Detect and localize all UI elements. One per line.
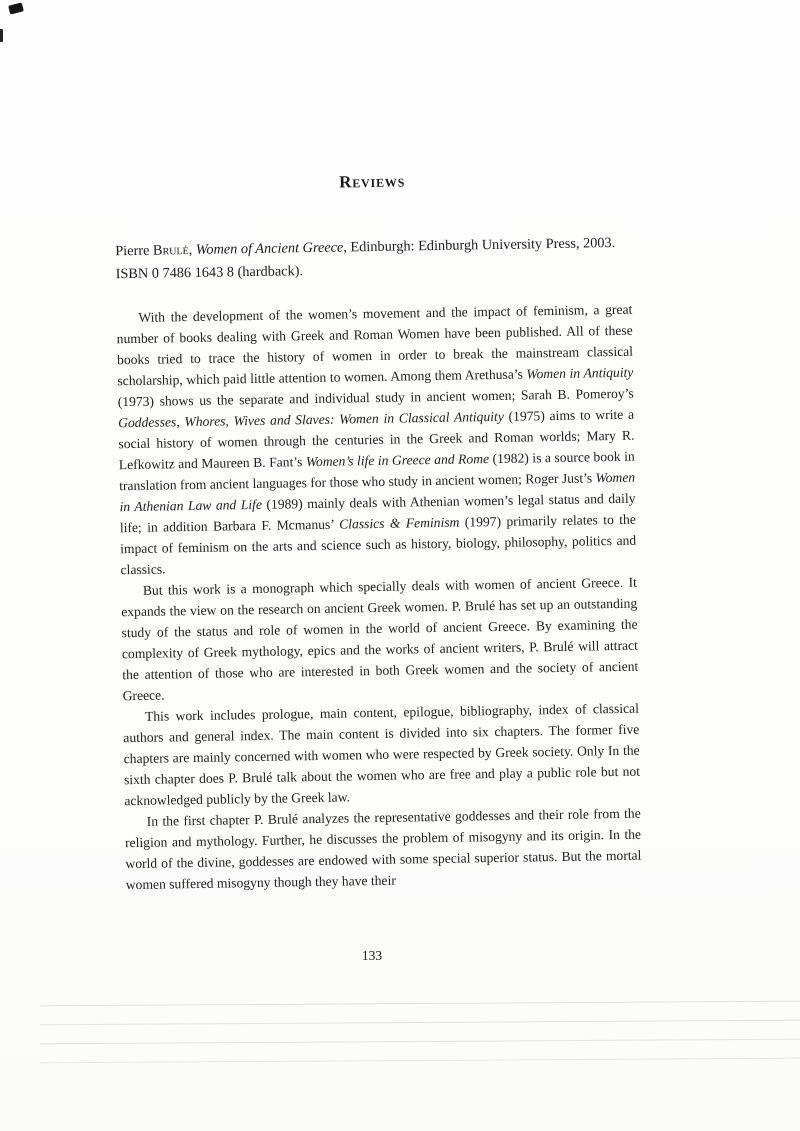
page-number: 133 [361,948,383,963]
text-run: (1973) shows us the separate and individual study in ancient women; Sarah B. Pomeroy’s [117,385,634,410]
italic-text: Classics & Feminism [339,514,460,532]
text-run: Pierre [115,242,154,260]
italic-text: Women’s life in Greece and Rome [305,451,490,470]
text-run: But this work is a monograph which specially deals with women of ancient Greece. It expands the view on the research on ancient Greek women. P. Brulé has set up an outstanding study of the status and role of women in the world of ancient Greece. By examining the complexity of Greek mythology, epics and the works of ancient writers, P. Brulé will attract the attention of those who are interested in both Greek women and the society of ancient Greece. [121,574,639,704]
italic-text: Goddesses, Whores, Wives and Slaves: Women in Classical Antiquity [117,408,504,431]
book-citation [115,232,632,287]
text-block [114,168,642,895]
section-heading [114,168,630,197]
scan-line [40,1058,800,1064]
paragraph [125,803,642,896]
italic-text: Women in Antiquity [526,364,634,382]
scan-line [40,1039,800,1045]
text-run: With the development of the women’s movement and the impact of feminism, a great number of books dealing with Greek and Roman Women have been published. All of these books tried to trace the history of women in order to break the mainstream classical scholarship, which paid little attention to women. Among them Arethusa’s [116,301,634,389]
text-run: , [188,241,196,259]
scan-line [40,1001,800,1007]
paragraph [121,572,639,707]
smallcaps-text: Reviews [339,171,406,192]
italic-text: Women of Ancient Greece [195,239,344,258]
text-run: (1989) mainly deals with Athenian women’s legal status and daily life; in addition Barbara F. Mcmanus’ [119,490,636,536]
text-run: This work includes prologue, main content, epilogue, bibliography, index of classical authors and general index. The main content is divided into six chapters. The former five chapters are mainly concerned with women who were respected by Greek society. Only In the sixth chapter does P. Brulé talk about the women who are free and play a public role but not acknowledged publicly by the Greek law. [123,700,641,809]
scan-line [40,1020,800,1026]
paragraph [123,698,641,812]
text-run: , Edinburgh: Edinburgh University Press, 2003. ISBN 0 7486 1643 8 (hardback). [115,234,616,283]
text-run: In the first chapter P. Brulé analyzes the representative goddesses and their role from the religion and mythology. Further, he discusses the problem of misogyny and its origin. In the world of the divine, goddesses are endowed with some special superior status. But the mortal women suffered misogyny though they have their [124,805,642,893]
text-run: (1975) aims to write a social history of women through the centuries in the Greek and Roman worlds; Mary R. Lefkowitz and Maureen B. Fant’s [118,406,635,473]
scan-artifact-mark [0,29,3,42]
scan-artifact-mark [8,2,24,14]
text-run: (1982) is a source book in translation from ancient languages for those who study in ancient women; Roger Just’s [119,448,635,494]
smallcaps-text: Brulé [152,242,189,259]
paragraph [116,299,636,581]
text-run: (1997) primarily relates to the impact of feminism on the arts and science such as history, biology, philosophy, politics and classics. [120,511,637,578]
italic-text: Women in Athenian Law and Life [119,469,636,515]
